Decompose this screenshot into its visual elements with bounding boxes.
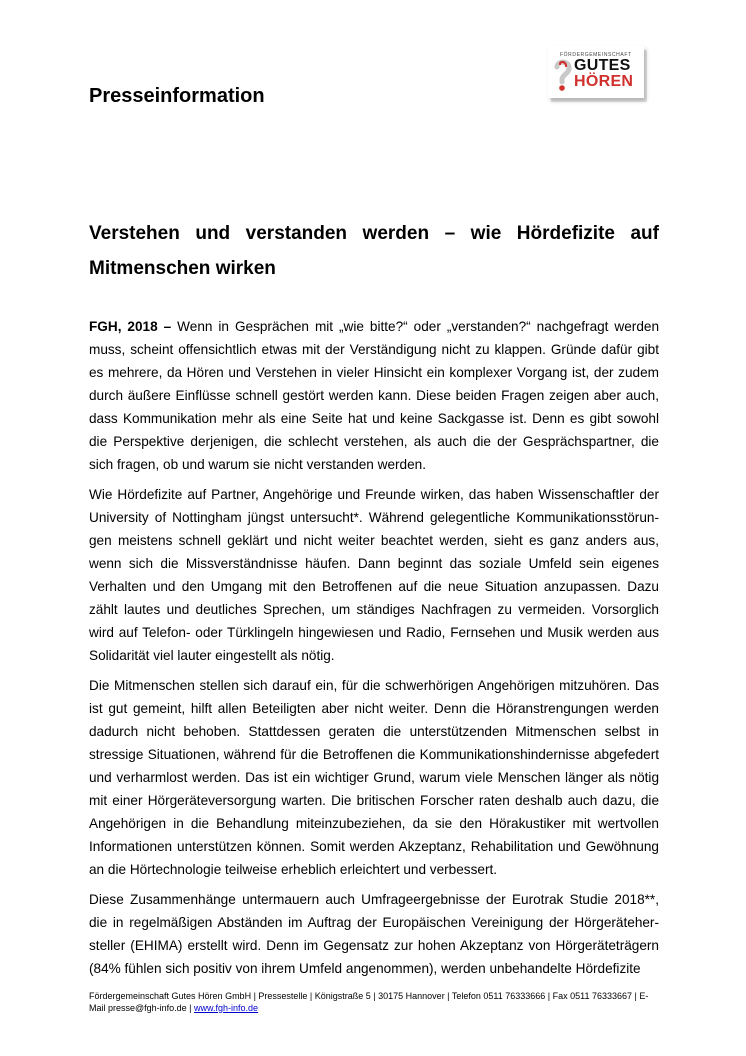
ear-question-mark-icon	[551, 57, 573, 93]
paragraph-4: Diese Zusammenhänge untermauern auch Umfrageergebnisse der Eurotrak Studie 2018**, die in regelmäßigen Abständen im Auftrag der Europäischen Vereinigung der Hörgerätehersteller (EHIMA) erstellt wird. Denn im Gegensatz zur hohen Akzeptanz von Hörgeräteträgern (84% fühlen sich positiv von ihrem Umfeld angenommen), werden unbehandelte Hördefizite	[89, 892, 659, 976]
footer-website-link[interactable]: www.fgh-info.de	[194, 1003, 259, 1013]
paragraph-3: Die Mitmenschen stellen sich darauf ein, für die schwerhörigen Angehörigen mitzuhören. Das ist gut gemeint, hilft allen Beteiligten aber nicht weiter. Denn die Höranstrengungen werden dadurch nicht behoben. Stattdessen geraten die unterstützenden Mitmenschen selbst in stressige Situationen, während für die Betroffenen die Kommunikationshindernisse abgefedert und verharmlost werden. Das ist ein wichtiger Grund, warum viele Menschen länger als nötig mit einer Hörgeräteversorgung warten. Die britischen Forscher raten deshalb auch dazu, die Angehörigen in die Behandlung miteinzubeziehen, da sie den Hörakustiker mit wertvollen Informationen unterstützen können. Somit werden Akzeptanz, Rehabilitation und Gewöhnung an die Hörtechnologie teilweise erheblich erleichtert und verbessert.	[89, 678, 659, 877]
paragraph-2: Wie Hördefizite auf Partner, Angehörige und Freunde wirken, das haben Wissenschaftler der University of Nottingham jüngst untersucht*. Während gelegentliche Kommunikationsstörungen meistens schnell geklärt und nicht weiter beachtet werden, sieht es ganz anders aus, wenn sich die Missverständnisse häufen. Dann beginnt das soziale Umfeld sein eigenes Verhalten und den Umgang mit den Betroffenen auf die neue Situation anzupassen. Dazu zählt lautes und deutliches Sprechen, um ständiges Nachfragen zu vermeiden. Vorsorglich wird auf Telefon- oder Türklingeln hingewiesen und Radio, Fernsehen und Musik werden aus Solidarität viel lauter eingestellt als nötig.	[89, 487, 659, 663]
logo-word-gutes: GUTES	[574, 57, 631, 74]
paragraph-1-text: Wenn in Gesprächen mit „wie bitte?“ oder „verstanden?“ nachgefragt werden muss, scheint offensichtlich etwas mit der Verständigung nicht zu klappen. Gründe dafür gibt es mehrere, da Hören und Verstehen in vieler Hinsicht ein komplexer Vorgang ist, der zudem durch äußere Einflüsse schnell gestört werden kann. Diese beiden Fragen zeigen aber auch, dass Kommunikation mehr als eine Seite hat und keine Sackgasse ist. Denn es gibt sowohl die Perspektive derjenigen, die schlecht verstehen, als auch die der Gesprächspartner, die sich fragen, ob und warum sie nicht verstanden werden.	[89, 319, 660, 472]
logo-topline: FÖRDERGEMEINSCHAFT	[560, 52, 632, 58]
dateline: FGH, 2018 –	[89, 319, 172, 334]
footer-contact: Fördergemeinschaft Gutes Hören GmbH | Pressestelle | Königstraße 5 | 30175 Hannover | Telefon 0511 76333666 | Fax 0511 76333667 | E-Mail presse@fgh-info.de |	[89, 991, 649, 1013]
footer	[89, 990, 659, 1014]
document-label: Presseinformation	[89, 85, 265, 107]
paragraph-1	[89, 315, 659, 476]
article-body	[89, 315, 659, 987]
logo-word-hoeren: HÖREN	[574, 73, 634, 90]
headline: Verstehen und verstanden werden – wie Hördefizite auf Mitmenschen wirken	[89, 223, 659, 279]
logo-card	[548, 46, 644, 98]
fgh-logo	[548, 46, 650, 102]
